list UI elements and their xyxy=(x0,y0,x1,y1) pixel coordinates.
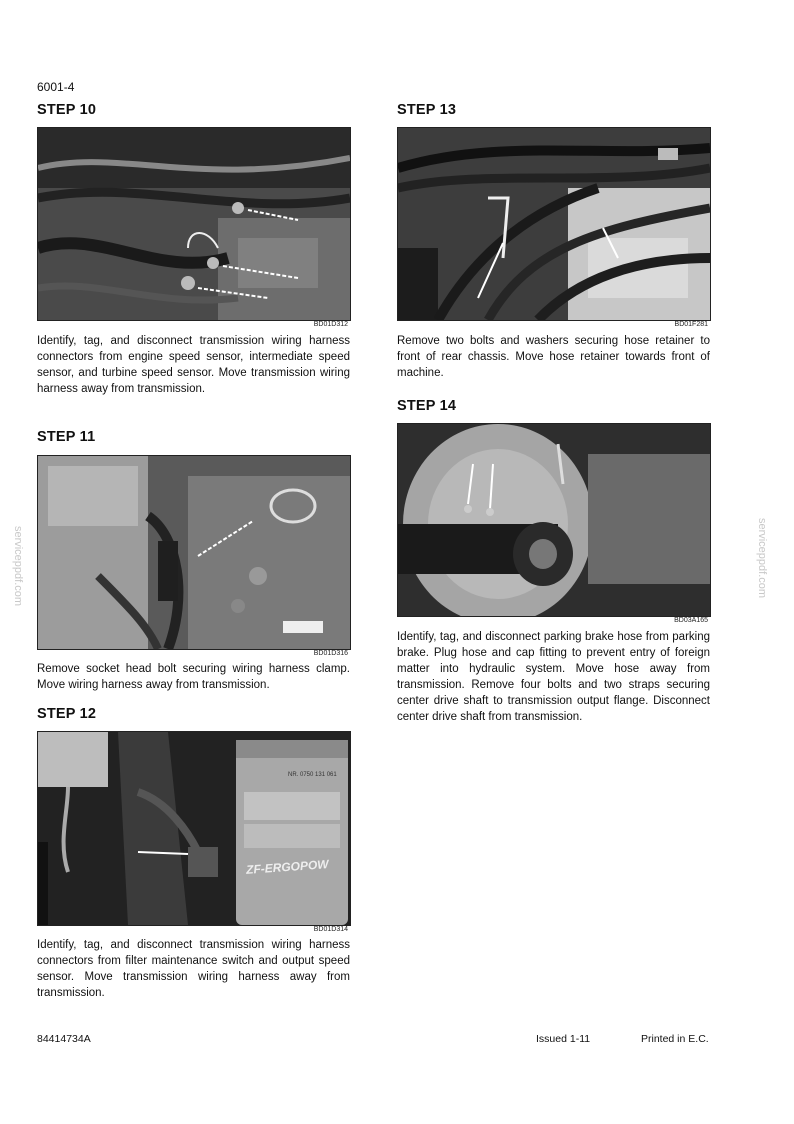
step-11-figure-id: BD01D316 xyxy=(313,650,348,657)
footer-printed: Printed in E.C. xyxy=(641,1033,709,1045)
step-12-figure-id: BD01D314 xyxy=(313,926,348,933)
step-12-photo xyxy=(37,731,351,926)
filter-part-number: NR. 0750 131 061 xyxy=(288,772,337,778)
step-10-photo xyxy=(37,127,351,321)
footer-doc-number: 84414734A xyxy=(37,1033,91,1045)
step-14-photo xyxy=(397,423,711,617)
step-10-figure-id: BD01D312 xyxy=(313,321,348,328)
watermark-left: serviceppdf.com xyxy=(12,525,25,607)
filter-brand: ZF-ERGOPOW xyxy=(245,857,330,877)
step-12-caption: Identify, tag, and disconnect transmission wiring harness connectors from filter maintenance switch and output speed sensor. Move transmission wiring harness away from transmission. xyxy=(37,939,350,999)
step-14-figure-id: BD03A165 xyxy=(674,617,708,624)
step-11-title: STEP 11 xyxy=(37,429,96,445)
step-11-caption: Remove socket head bolt securing wiring harness clamp. Move wiring harness away from transmission. xyxy=(37,663,350,691)
step-14-title: STEP 14 xyxy=(397,398,457,414)
step-10-title: STEP 10 xyxy=(37,102,97,118)
step-13-title: STEP 13 xyxy=(397,102,457,118)
page-number: 6001-4 xyxy=(37,80,75,94)
step-13-caption: Remove two bolts and washers securing hose retainer to front of rear chassis. Move hose retainer towards front of machine. xyxy=(397,335,710,379)
step-13-figure-id: BD01F281 xyxy=(674,321,708,328)
step-12-title: STEP 12 xyxy=(37,706,97,722)
footer-issued: Issued 1-11 xyxy=(536,1033,591,1045)
step-10-caption: Identify, tag, and disconnect transmission wiring harness connectors from engine speed sensor, intermediate speed sensor, and turbine speed sensor. Move transmission wiring harness away from transmission. xyxy=(37,335,350,395)
watermark-right: serviceppdf.com xyxy=(756,517,769,599)
step-11-photo xyxy=(37,455,351,650)
step-14-caption: Identify, tag, and disconnect parking brake hose from parking brake. Plug hose and cap fitting to prevent entry of foreign matter into hydraulic system. Move hose away from transmission. Remove four bolts and two straps securing center drive shaft to transmission output flange. Disconnect center drive shaft from transmission. xyxy=(397,631,710,723)
step-13-photo xyxy=(397,127,711,321)
